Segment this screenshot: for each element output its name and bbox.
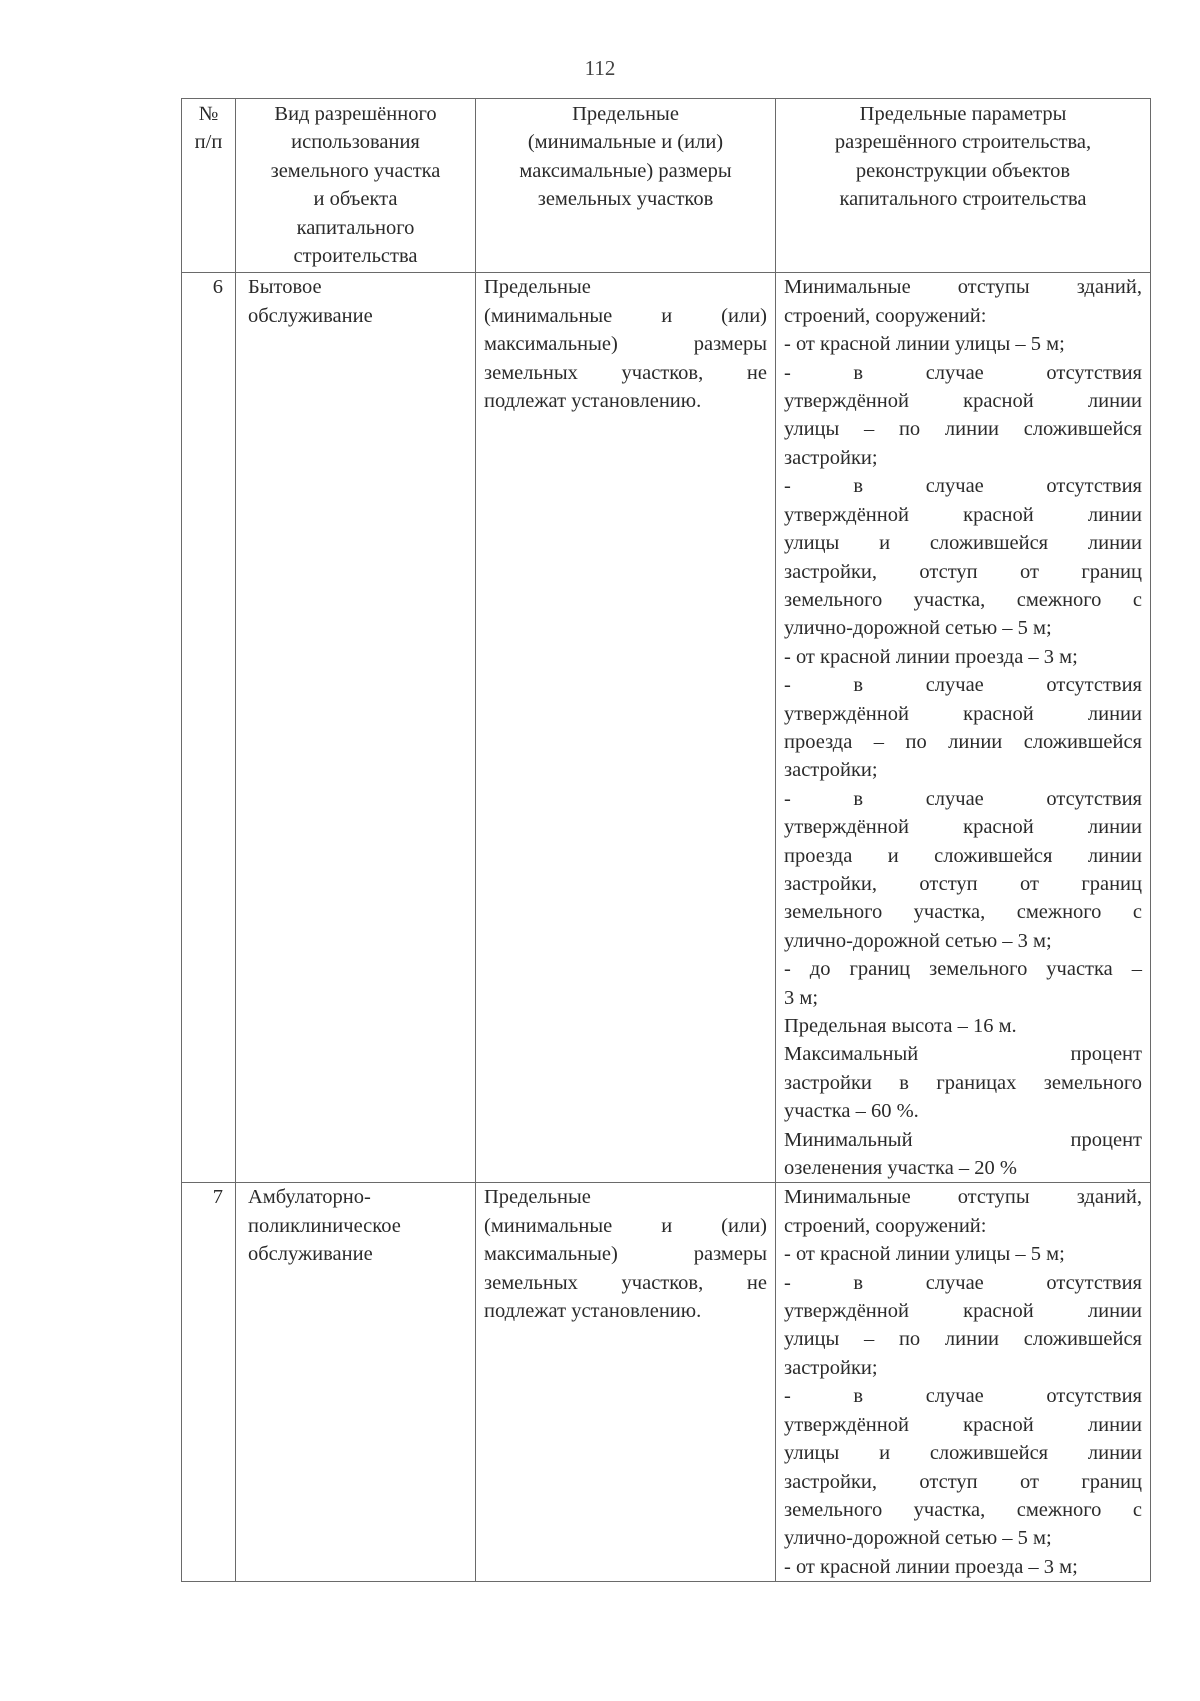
build-params-line: улично-дорожной сетью – 3 м; (784, 929, 1052, 952)
build-params-line: Минимальные отступы зданий, (784, 1186, 1142, 1209)
plot-sizes-line: (минимальные и (или) (484, 1214, 767, 1237)
header-use-type: Вид разрешённого использования земельного участка и объекта капитального строительства (236, 99, 476, 273)
build-params-line: - в случае отсутствия (784, 1271, 1142, 1294)
build-params-line: земельного участка, смежного с (784, 588, 1142, 611)
build-params-line: Максимальный процент (784, 1043, 1142, 1066)
plot-sizes-line: подлежат установлению. (484, 1300, 702, 1323)
build-params-line: - до границ земельного участка – (784, 958, 1142, 981)
build-params-line: утверждённой красной линии (784, 702, 1142, 725)
build-params-line: участка – 60 %. (784, 1100, 919, 1123)
build-params-line: - в случае отсутствия (784, 475, 1142, 498)
use-type-cell: Амбулаторно- поликлиническое обслуживание (236, 1183, 476, 1582)
table-row (182, 1183, 1151, 1582)
regulations-table (181, 98, 1151, 1582)
table-row (182, 273, 1151, 1183)
build-params-line: - от красной линии проезда – 3 м; (784, 1555, 1078, 1578)
build-params-line: застройки, отступ от границ (784, 1470, 1142, 1493)
plot-sizes-line: Предельные (484, 1186, 591, 1209)
plot-sizes-cell (476, 273, 776, 1183)
plot-sizes-line: максимальные) размеры (484, 333, 767, 356)
build-params-line: земельного участка, смежного с (784, 901, 1142, 924)
build-params-line: улицы – по линии сложившейся (784, 1328, 1142, 1351)
build-params-line: улично-дорожной сетью – 5 м; (784, 1527, 1052, 1550)
build-params-cell (776, 1183, 1151, 1582)
build-params-line: Предельная высота – 16 м. (784, 1015, 1017, 1037)
build-params-cell (776, 273, 1151, 1183)
header-plot-sizes: Предельные (минимальные и (или) максимальные) размеры земельных участков (476, 99, 776, 273)
build-params-line: - от красной линии улицы – 5 м; (784, 1243, 1065, 1266)
build-params-line: утверждённой красной линии (784, 1413, 1142, 1436)
build-params-line: 3 м; (784, 986, 819, 1009)
build-params-line: застройки; (784, 446, 878, 469)
plot-sizes-line: земельных участков, не (484, 1271, 767, 1294)
build-params-line: строений, сооружений: (784, 1214, 987, 1237)
build-params-line: проезда и сложившейся линии (784, 844, 1142, 867)
header-build-params: Предельные параметры разрешённого строительства, реконструкции объектов капитального строительства (776, 99, 1151, 273)
plot-sizes-line: (минимальные и (или) (484, 304, 767, 327)
build-params-line: утверждённой красной линии (784, 390, 1142, 413)
use-type-cell: Бытовое обслуживание (236, 273, 476, 1183)
build-params-line: проезда – по линии сложившейся (784, 730, 1142, 753)
build-params-line: озеленения участка – 20 % (784, 1157, 1018, 1180)
build-params-line: улично-дорожной сетью – 5 м; (784, 617, 1052, 640)
row-number: 6 (182, 273, 236, 1183)
build-params-line: Минимальные отступы зданий, (784, 276, 1142, 299)
build-params-line: - в случае отсутствия (784, 674, 1142, 697)
header-number: № п/п (182, 99, 236, 273)
build-params-line: утверждённой красной линии (784, 816, 1142, 839)
build-params-line: - в случае отсутствия (784, 1385, 1142, 1408)
build-params-line: застройки; (784, 1356, 878, 1379)
plot-sizes-cell (476, 1183, 776, 1582)
build-params-line: - в случае отсутствия (784, 361, 1142, 384)
build-params-line: - от красной линии проезда – 3 м; (784, 645, 1078, 668)
build-params-line: застройки, отступ от границ (784, 560, 1142, 583)
plot-sizes-line: подлежат установлению. (484, 390, 702, 413)
build-params-line: застройки; (784, 759, 878, 782)
build-params-line: утверждённой красной линии (784, 503, 1142, 526)
plot-sizes-line: земельных участков, не (484, 361, 767, 384)
build-params-line: земельного участка, смежного с (784, 1498, 1142, 1521)
build-params-line: утверждённой красной линии (784, 1300, 1142, 1323)
build-params-line: улицы и сложившейся линии (784, 532, 1142, 555)
build-params-line: застройки, отступ от границ (784, 872, 1142, 895)
plot-sizes-line: максимальные) размеры (484, 1243, 767, 1266)
build-params-line: - в случае отсутствия (784, 787, 1142, 810)
page-number: 112 (584, 56, 616, 80)
build-params-line: улицы – по линии сложившейся (784, 418, 1142, 441)
build-params-line: Минимальный процент (784, 1128, 1142, 1151)
table-header-row (182, 99, 1151, 273)
build-params-line: улицы и сложившейся линии (784, 1442, 1142, 1465)
plot-sizes-line: Предельные (484, 276, 591, 299)
build-params-line: строений, сооружений: (784, 304, 987, 327)
build-params-line: - от красной линии улицы – 5 м; (784, 333, 1065, 356)
row-number: 7 (182, 1183, 236, 1582)
build-params-line: застройки в границах земельного (784, 1071, 1142, 1094)
